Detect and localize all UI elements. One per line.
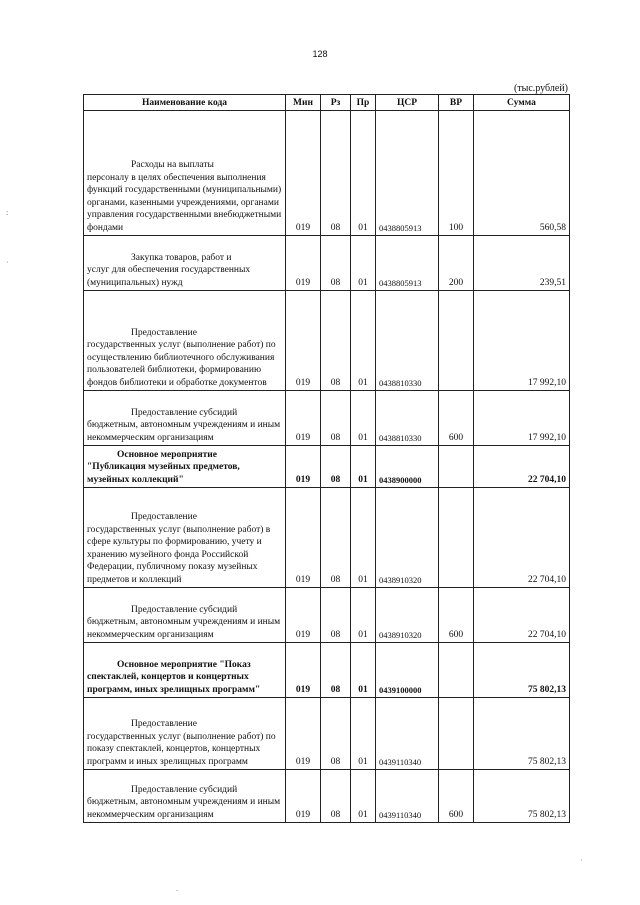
row-name-rest: государственных услуг (выполнение работ) по показу спектаклей, концертов, концертных программ и иных зрелищных программ — [87, 731, 276, 767]
row-csr: 0438910320 — [376, 588, 439, 643]
scan-artifact: : — [6, 208, 9, 217]
row-name-rest: бюджетным, автономным учреждениям и иным некоммерческим организациям — [87, 797, 281, 820]
row-name-first: Предоставление — [131, 719, 197, 729]
row-name-rest: персоналу в целях обеспечения выполнения функций государственными (муниципальными) органами, казенными учреждениями, органами управления государственными внебюджетными фондами — [87, 172, 282, 233]
row-csr: 0438805913 — [376, 236, 439, 291]
row-vr: 600 — [439, 588, 474, 643]
row-vr — [439, 291, 474, 391]
row-vr — [439, 446, 474, 488]
row-vr: 200 — [439, 236, 474, 291]
header-min: Мин — [286, 95, 321, 111]
row-sum: 75 802,13 — [474, 770, 570, 823]
row-csr: 0438900000 — [376, 446, 439, 488]
row-csr: 0438805913 — [376, 111, 439, 236]
header-vr: ВР — [439, 95, 474, 111]
row-csr: 0438810330 — [376, 291, 439, 391]
row-pr: 01 — [351, 111, 376, 236]
row-min: 019 — [286, 588, 321, 643]
row-min: 019 — [286, 111, 321, 236]
row-name — [84, 698, 286, 770]
row-name-rest: государственных услуг (выполнение работ) по осуществлению библиотечного обслуживания пользователей библиотеки, формированию фондов библиотеки и обработке документов — [87, 340, 276, 388]
row-name-first: Основное мероприятие — [117, 449, 217, 460]
table-row — [84, 588, 570, 643]
row-sum: 22 704,10 — [474, 446, 570, 488]
row-name — [84, 488, 286, 588]
row-min: 019 — [286, 291, 321, 391]
row-rz: 08 — [321, 588, 351, 643]
row-vr: 600 — [439, 770, 474, 823]
row-rz: 08 — [321, 446, 351, 488]
scan-artifact: · — [580, 856, 583, 865]
row-name — [84, 111, 286, 236]
row-name — [84, 291, 286, 391]
header-sum: Сумма — [474, 95, 570, 111]
scan-artifact: . — [176, 884, 178, 893]
row-pr: 01 — [351, 236, 376, 291]
row-min: 019 — [286, 698, 321, 770]
row-rz: 08 — [321, 291, 351, 391]
row-pr: 01 — [351, 291, 376, 391]
table-row — [84, 446, 570, 488]
row-rz: 08 — [321, 391, 351, 446]
row-name-rest: государственных услуг (выполнение работ) в сфере культуры по формированию, учету и хранению музейного фонда Российской Федерации, публичному показу музейных предметов и коллекций — [87, 524, 271, 585]
row-sum: 17 992,10 — [474, 291, 570, 391]
row-name-rest: бюджетным, автономным учреждениям и иным некоммерческим организациям — [87, 617, 281, 640]
row-name-first: Предоставление субсидий — [131, 784, 238, 795]
row-name — [84, 391, 286, 446]
row-csr: 0439110340 — [376, 698, 439, 770]
budget-table — [83, 94, 570, 823]
row-name-first: Предоставление субсидий — [131, 604, 238, 615]
table-row — [84, 698, 570, 770]
row-rz: 08 — [321, 488, 351, 588]
row-vr: 600 — [439, 391, 474, 446]
row-sum: 75 802,13 — [474, 698, 570, 770]
table-row — [84, 488, 570, 588]
table-row — [84, 111, 570, 236]
row-rz: 08 — [321, 698, 351, 770]
row-name — [84, 643, 286, 698]
row-pr: 01 — [351, 391, 376, 446]
row-sum: 22 704,10 — [474, 488, 570, 588]
table-header-row — [84, 95, 570, 111]
row-name — [84, 446, 286, 488]
row-name-rest: бюджетным, автономным учреждениям и иным некоммерческим организациям — [87, 420, 281, 443]
row-name-first: Предоставление — [131, 327, 197, 338]
row-name-first: Основное мероприятие "Показ — [117, 659, 251, 670]
header-csr: ЦСР — [376, 95, 439, 111]
page-number: 128 — [312, 49, 328, 59]
table-row — [84, 291, 570, 391]
row-pr: 01 — [351, 698, 376, 770]
row-rz: 08 — [321, 236, 351, 291]
table-row — [84, 236, 570, 291]
row-csr: 0439110340 — [376, 770, 439, 823]
row-sum: 560,58 — [474, 111, 570, 236]
row-vr: 100 — [439, 111, 474, 236]
row-pr: 01 — [351, 588, 376, 643]
row-min: 019 — [286, 446, 321, 488]
row-min: 019 — [286, 236, 321, 291]
scan-artifact: · — [6, 258, 9, 267]
table-row — [84, 391, 570, 446]
row-vr — [439, 698, 474, 770]
row-rz: 08 — [321, 643, 351, 698]
row-sum: 75 802,13 — [474, 643, 570, 698]
row-name — [84, 770, 286, 823]
row-pr: 01 — [351, 488, 376, 588]
row-csr: 0438810330 — [376, 391, 439, 446]
row-sum: 22 704,10 — [474, 588, 570, 643]
table-row — [84, 770, 570, 823]
table-row — [84, 643, 570, 698]
header-name: Наименование кода — [84, 95, 286, 111]
row-pr: 01 — [351, 643, 376, 698]
row-name-rest: услуг для обеспечения государственных (муниципальных) нужд — [87, 265, 251, 288]
row-name-first: Расходы на выплаты — [131, 160, 214, 170]
row-min: 019 — [286, 488, 321, 588]
row-name-rest: спектаклей, концертов и концертных программ, иных зрелищных программ" — [87, 672, 261, 695]
header-rz: Рз — [321, 95, 351, 111]
header-pr: Пр — [351, 95, 376, 111]
row-pr: 01 — [351, 770, 376, 823]
row-min: 019 — [286, 643, 321, 698]
row-name — [84, 236, 286, 291]
row-vr — [439, 643, 474, 698]
row-csr: 0438910320 — [376, 488, 439, 588]
row-vr — [439, 488, 474, 588]
row-name-first: Предоставление субсидий — [131, 407, 238, 418]
row-name-rest: "Публикация музейных предметов, музейных коллекций" — [87, 462, 240, 485]
row-min: 019 — [286, 770, 321, 823]
row-csr: 0439100000 — [376, 643, 439, 698]
row-pr: 01 — [351, 446, 376, 488]
row-sum: 17 992,10 — [474, 391, 570, 446]
row-rz: 08 — [321, 770, 351, 823]
row-sum: 239,51 — [474, 236, 570, 291]
row-name — [84, 588, 286, 643]
row-min: 019 — [286, 391, 321, 446]
units-label: (тыс.рублей) — [513, 83, 568, 94]
row-name-first: Закупка товаров, работ и — [131, 252, 232, 263]
row-rz: 08 — [321, 111, 351, 236]
row-name-first: Предоставление — [131, 512, 197, 522]
